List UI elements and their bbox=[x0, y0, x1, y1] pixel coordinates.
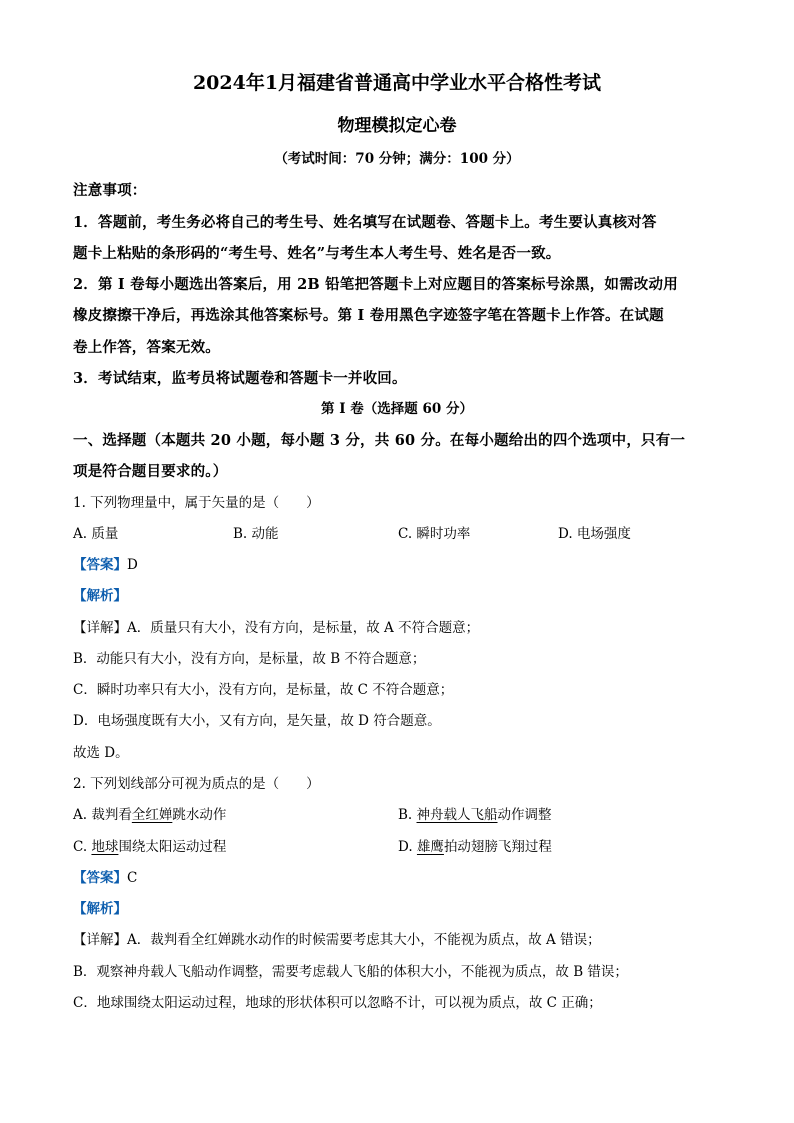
q1-option-c: C. 瞬时功率 bbox=[398, 526, 471, 542]
q2-option-c-underlined: 地球 bbox=[91, 839, 119, 855]
q1-option-a: A. 质量 bbox=[73, 526, 119, 542]
q2-option-d-underlined: 雄鹰 bbox=[416, 839, 444, 855]
q2-option-d-suffix: 拍动翅膀飞翔过程 bbox=[443, 839, 552, 855]
q1-answer-value: D bbox=[127, 557, 138, 573]
notice-line: 卷上作答，答案无效。 bbox=[73, 339, 220, 356]
detail-tag-close: 】 bbox=[113, 620, 127, 636]
answer-tag-close: 】 bbox=[113, 557, 127, 573]
analysis-tag-close: 】 bbox=[113, 901, 127, 917]
q1-option-d: D. 电场强度 bbox=[558, 526, 631, 542]
q2-option-b-underlined: 神舟载人飞船 bbox=[416, 807, 498, 823]
section-instruction: 一、选择题（本题共 20 小题，每小题 3 分，共 60 分。在每小题给出的四个选项中，只有一 bbox=[73, 432, 686, 449]
q1-answer bbox=[73, 556, 138, 574]
detail-tag-open: 【 bbox=[73, 932, 87, 948]
q1-conclusion: 故选 D。 bbox=[73, 745, 129, 761]
exam-info: （考试时间：70 分钟；满分：100 分） bbox=[274, 151, 520, 167]
q2-detail bbox=[73, 931, 601, 949]
analysis-tag-close: 】 bbox=[113, 588, 127, 604]
exam-subtitle: 物理模拟定心卷 bbox=[337, 116, 457, 136]
q1-detail-line: B．动能只有大小，没有方向，是标量，故 B 不符合题意； bbox=[73, 651, 426, 667]
q1-detail-line: D．电场强度既有大小，又有方向，是矢量，故 D 符合题意。 bbox=[73, 713, 441, 729]
analysis-tag: 解析 bbox=[86, 588, 114, 604]
notice-heading: 注意事项： bbox=[73, 182, 147, 199]
question-1-stem: 1. 下列物理量中，属于矢量的是（ ） bbox=[73, 495, 320, 511]
analysis-tag: 解析 bbox=[86, 901, 114, 917]
analysis-tag-open: 【 bbox=[73, 588, 87, 604]
answer-tag-open: 【 bbox=[73, 557, 87, 573]
q2-option-c-suffix: 围绕太阳运动过程 bbox=[118, 839, 227, 855]
notice-line: 3．考试结束，监考员将试题卷和答题卡一并收回。 bbox=[73, 370, 407, 387]
q2-option-b-suffix: 动作调整 bbox=[497, 807, 552, 823]
section-title: 第 I 卷（选择题 60 分） bbox=[321, 401, 473, 417]
q2-option-b-prefix: B. bbox=[398, 807, 417, 823]
notice-line: 橡皮擦擦干净后，再选涂其他答案标号。第 I 卷用黑色字迹签字笔在答题卡上作答。在试题 bbox=[73, 307, 664, 324]
detail-tag: 详解 bbox=[86, 620, 114, 636]
answer-tag: 答案 bbox=[86, 557, 114, 573]
q2-detail-text: A．裁判看全红婵跳水动作的时候需要考虑其大小，不能视为质点，故 A 错误； bbox=[127, 932, 601, 948]
notice-line: 1．答题前，考生务必将自己的考生号、姓名填写在试题卷、答题卡上。考生要认真核对答 bbox=[73, 214, 657, 231]
section-instruction: 项是符合题目要求的。） bbox=[73, 463, 228, 480]
q2-option-c bbox=[73, 838, 226, 856]
analysis-tag-open: 【 bbox=[73, 901, 87, 917]
q2-answer bbox=[73, 869, 137, 887]
detail-tag-close: 】 bbox=[113, 932, 127, 948]
q1-detail-text: A．质量只有大小，没有方向，是标量，故 A 不符合题意； bbox=[127, 620, 480, 636]
q2-option-b bbox=[398, 806, 552, 824]
q2-option-a-suffix: 跳水动作 bbox=[172, 807, 227, 823]
q1-detail bbox=[73, 619, 479, 637]
q1-analysis bbox=[73, 587, 127, 605]
answer-tag-close: 】 bbox=[113, 870, 127, 886]
answer-tag: 答案 bbox=[86, 870, 114, 886]
question-2-stem: 2. 下列划线部分可视为质点的是（ ） bbox=[73, 776, 320, 792]
q2-option-a-prefix: A. 裁判看 bbox=[73, 807, 132, 823]
q1-option-b: B. 动能 bbox=[233, 526, 279, 542]
q2-detail-line: C．地球围绕太阳运动过程，地球的形状体积可以忽略不计，可以视为质点，故 C 正确； bbox=[73, 995, 602, 1011]
notice-line: 2．第 I 卷每小题选出答案后，用 2B 铅笔把答题卡上对应题目的答案标号涂黑，如需改动用 bbox=[73, 276, 678, 293]
q1-detail-line: C．瞬时功率只有大小，没有方向，是标量，故 C 不符合题意； bbox=[73, 682, 454, 698]
q2-option-d-prefix: D. bbox=[398, 839, 417, 855]
q2-option-c-prefix: C. bbox=[73, 839, 92, 855]
q2-analysis bbox=[73, 900, 127, 918]
q2-answer-value: C bbox=[127, 870, 138, 886]
q2-option-d bbox=[398, 838, 552, 856]
q2-detail-line: B．观察神舟载人飞船动作调整，需要考虑载人飞船的体积大小，不能视为质点，故 B 错误； bbox=[73, 964, 628, 980]
answer-tag-open: 【 bbox=[73, 870, 87, 886]
detail-tag: 详解 bbox=[86, 932, 114, 948]
notice-line: 题卡上粘贴的条形码的“考生号、姓名”与考生本人考生号、姓名是否一致。 bbox=[73, 245, 561, 262]
detail-tag-open: 【 bbox=[73, 620, 87, 636]
q2-option-a-underlined: 全红婵 bbox=[131, 807, 173, 823]
q2-option-a bbox=[73, 806, 226, 824]
exam-title: 2024年1月福建省普通高中学业水平合格性考试 bbox=[192, 72, 602, 94]
